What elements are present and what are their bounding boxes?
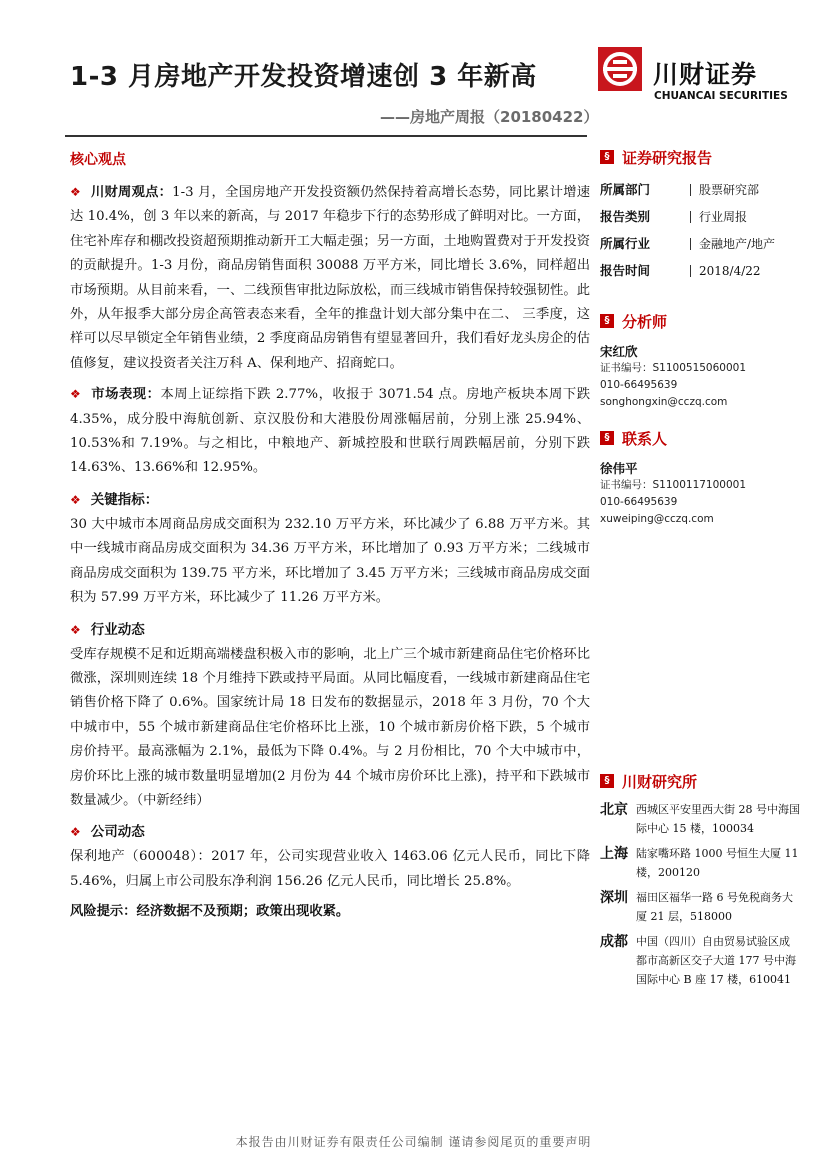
chuancai-logo-icon [598,47,642,91]
contact-email[interactable]: xuweiping@cczq.com [600,513,714,525]
market-text: 本周上证综指下跌 2.77%，收报于 3071.54 点。房地产板块本周下跌 4.35%，成分股中海航创新、京汉股份和大港股份周涨幅居前，分别上涨 25.94%、10.53%和 7.19%。与之相比，中粮地产、新城控股和世联行周跌幅居前，分别下跌 14.63%、13.66%和 12.95%。 [70,387,590,476]
diamond-bullet-icon: ❖ [70,492,81,507]
report-title: 1-3 月房地产开发投资增速创 3 年新高 [70,62,537,92]
info-row [600,230,800,257]
weekly-view-text: 1-3 月，全国房地产开发投资额仍然保持着高增长态势，同比累计增速达 10.4%，创 3 年以来的新高，与 2017 年稳步下行的态势形成了鲜明对比。一方面，住宅补库存和棚改投资超预期推动新开工大幅走强；另一方面，土地购置费对于开发投资的贡献提升。1-3 月份，商品房销售面积 30088 万平方米，同比增长 3.6%，同样超出市场预期。从目前来看，一、二线预售审批边际放松，而三线城市销售保持较强韧性。此外，从年报季大部分房企高管表态来看，全年的推盘计划大部分集中在二、 三季度，这样可以尽早锁定全年销售业绩，2 季度商品房销售有望显著回升，我们看好龙头房企的估值修复，建议投资者关注万科 A、保利地产、招商蛇口。 [70,185,591,371]
analyst-cert: 证书编号：S1100515060001 [600,362,747,374]
diamond-bullet-icon: ❖ [70,185,81,199]
analyst-name: 宋红欣 [600,344,638,359]
company-news-heading [70,819,590,845]
risk-warning: 风险提示：经济数据不及预期；政策出现收紧。 [70,904,350,920]
office-city: 深圳 [600,890,628,906]
office-address [600,844,800,882]
info-key: 报告时间 [600,263,651,278]
market-paragraph [70,382,590,481]
brand-name-en: CHUANCAI SECURITIES [654,90,788,102]
core-views-title: 核心观点 [70,152,126,168]
office-city: 北京 [600,802,628,818]
info-row [600,257,800,284]
contact-title: 联系人 [622,429,668,448]
office-address [600,800,800,838]
sidebar [600,144,800,995]
office-detail: 陆家嘴环路 1000 号恒生大厦 11 楼，200120 [636,847,799,879]
header-rule [65,135,587,137]
info-value: 金融地产/地产 [690,238,775,250]
info-value: 2018/4/22 [690,265,761,277]
section-square-icon: § [600,150,614,164]
company-news-label: 公司动态 [90,824,145,841]
analyst-email[interactable]: songhongxin@cczq.com [600,396,728,408]
contact-cert: 证书编号：S1100117100001 [600,479,747,491]
info-key: 所属行业 [600,236,651,251]
key-indicators-heading [70,487,590,513]
info-value: 股票研究部 [690,184,759,196]
info-key: 所属部门 [600,182,651,197]
weekly-view-paragraph [70,180,590,376]
office-detail: 中国（四川）自由贸易试验区成都市高新区交子大道 177 号中海国际中心 B 座 17 楼，610041 [636,935,796,986]
institute-title: 川财研究所 [622,772,698,791]
contact-name: 徐伟平 [600,461,638,476]
market-lead: 市场表现： [91,387,161,403]
brand-name: 川财证券 [653,60,758,89]
analyst-heading [600,308,800,334]
institute-heading [600,768,800,794]
office-city: 成都 [600,934,628,950]
office-city: 上海 [600,846,628,862]
diamond-bullet-icon: ❖ [70,387,82,402]
info-key: 报告类别 [600,209,651,224]
report-subtitle: ——房地产周报（20180422） [380,108,599,126]
office-address [600,888,800,926]
key-indicators-text: 30 大中城市本周商品房成交面积为 232.10 万平方米，环比减少了 6.88 万平方米。其中一线城市商品房成交面积为 34.36 万平方米，环比增加了 0.93 万平方米；二线城市商品房成交面积为 139.75 平方米，环比增加了 3.45 万平方米；三线城市商品房成交面积为 57.99 万平方米，环比减少了 11.26 万平方米。 [70,516,590,606]
main-column [70,148,590,925]
diamond-bullet-icon: ❖ [70,622,81,637]
info-value: 行业周报 [690,211,747,223]
section-square-icon: § [600,314,614,328]
contact-heading [600,425,800,451]
office-detail: 西城区平安里西大街 28 号中海国际中心 15 楼，100034 [636,803,800,835]
section-square-icon: § [600,431,614,445]
office-address [600,932,800,989]
industry-news-heading [70,617,590,643]
analyst-title: 分析师 [622,312,668,331]
info-row [600,203,800,230]
footer-disclaimer: 本报告由川财证券有限责任公司编制 谨请参阅尾页的重要声明 [235,1135,592,1149]
company-news-text: 保利地产（600048）：2017 年，公司实现营业收入 1463.06 亿元人民币，同比下降 5.46%，归属上市公司股东净利润 156.26 亿元人民币，同比增长 25.8%。 [70,849,590,889]
key-indicators-label: 关键指标： [90,491,159,508]
analyst-phone: 010-66495639 [600,379,678,391]
industry-news-text: 受库存规模不足和近期高端楼盘积极入市的影响，北上广三个城市新建商品住宅价格环比微涨，深圳则连续 18 个月维持下跌或持平局面。从同比幅度看，一线城市新建商品住宅销售价格下降了 0.6%。国家统计局 18 日发布的数据显示，2018 年 3 月份，70 个大中城市中，55 个城市新建商品住宅价格环比上涨，10 个城市新房价格下跌，5 个城市房价持平。最高涨幅为 2.1%，最低为下降 0.4%。与 2 月份相比，70 个大中城市中，房价环比上涨的城市数量明显增加(2 月份为 44 个城市房价环比上涨)，持平和下跌城市数量减少。（中新经纬） [70,646,590,808]
weekly-view-lead: 川财周观点： [91,185,173,200]
contact-phone: 010-66495639 [600,496,678,508]
report-info-heading [600,144,800,170]
section-square-icon: § [600,774,614,788]
info-row [600,176,800,203]
industry-news-label: 行业动态 [90,621,145,638]
office-detail: 福田区福华一路 6 号免税商务大厦 21 层，518000 [636,891,793,923]
diamond-bullet-icon: ❖ [70,825,81,840]
report-info-title: 证券研究报告 [622,148,713,167]
